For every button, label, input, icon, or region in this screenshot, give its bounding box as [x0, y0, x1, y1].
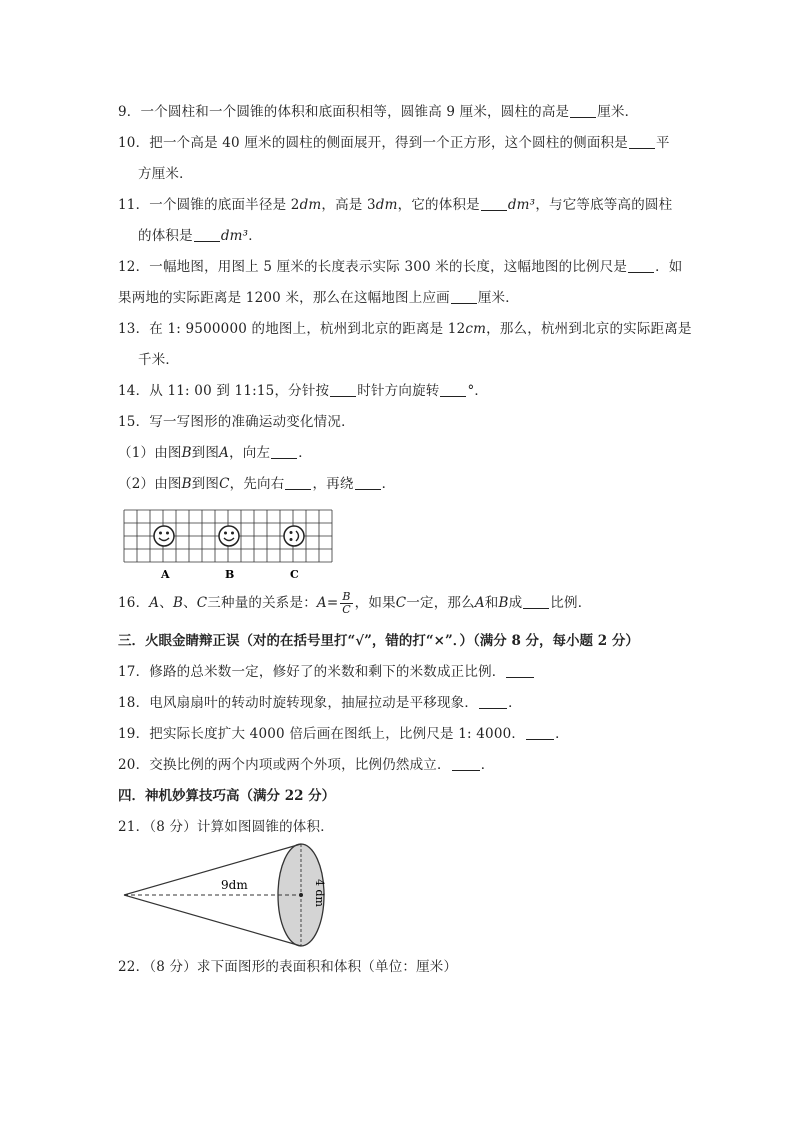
answer-blank[interactable] [271, 444, 297, 459]
section-3-heading: 三．火眼金睛辩正误（对的在括号里打“√”，错的打“×”．）（满分 8 分，每小题 2 分） [118, 633, 639, 649]
question-10: 10．把一个高是 40 厘米的圆柱的侧面展开，得到一个正方形，这个圆柱的侧面积是 平 方厘米． [118, 135, 670, 182]
cone-figure [118, 840, 333, 950]
answer-blank[interactable] [629, 134, 655, 149]
answer-blank[interactable] [570, 103, 596, 118]
question-12: 12．一幅地图，用图上 5 厘米的长度表示实际 300 米的长度，这幅地图的比例尺是 ．如 果两地的实际距离是 1200 米，那么在这幅地图上应画 厘米． [118, 259, 683, 306]
answer-blank[interactable] [526, 725, 554, 740]
answer-blank[interactable] [523, 594, 549, 609]
question-16: 16．A、B、C三种量的关系是：A= $\frac{B}{C}$ ，如果C一定，那么A和B成 比例． [118, 590, 592, 616]
question-22: 22．（8 分）求下面图形的表面积和体积（单位：厘米） [118, 959, 458, 975]
smiley-b [219, 526, 239, 546]
question-14: 14．从 11: 00 到 11:15，分针按 时针方向旋转 °． [118, 383, 489, 399]
answer-blank[interactable] [285, 475, 311, 490]
answer-blank[interactable] [355, 475, 381, 490]
answer-blank[interactable] [481, 196, 507, 211]
question-11: 11．一个圆锥的底面半径是 2dm，高是 3dm，它的体积是 dm³，与它等底等高的圆柱 的体积是 dm³． [118, 197, 673, 244]
answer-blank[interactable] [506, 663, 534, 678]
label-c: C [290, 568, 299, 581]
answer-blank[interactable] [628, 258, 654, 273]
smiley-a [154, 526, 174, 546]
question-15-part-1: （1）由图B到图A，向左 ． [118, 445, 312, 461]
question-15-part-2: （2）由图B到图C，先向右 ，再绕 ． [118, 476, 396, 492]
smiley-c [284, 526, 304, 546]
answer-blank[interactable] [194, 227, 220, 242]
grid-figure [122, 505, 338, 583]
question-18: 18．电风扇扇叶的转动时旋转现象，抽屉拉动是平移现象． ． [118, 695, 522, 711]
label-a: A [161, 568, 170, 581]
answer-blank[interactable] [479, 694, 507, 709]
question-19: 19．把实际长度扩大 4000 倍后画在图纸上，比例尺是 1: 4000． ． [118, 726, 569, 742]
question-9: 9．一个圆柱和一个圆锥的体积和底面积相等，圆锥高 9 厘米，圆柱的高是 厘米． [118, 104, 639, 120]
question-17: 17．修路的总米数一定，修好了的米数和剩下的米数成正比例． [118, 657, 678, 688]
diameter-label: 4 dm [313, 879, 326, 907]
question-15: 15．写一写图形的准确运动变化情况． [118, 414, 355, 430]
slant-label: 9dm [221, 878, 248, 892]
answer-blank[interactable] [440, 382, 466, 397]
question-20: 20．交换比例的两个内项或两个外项，比例仍然成立． ． [118, 757, 495, 773]
label-b: B [225, 568, 235, 581]
section-4-heading: 四．神机妙算技巧高（满分 22 分） [118, 788, 336, 804]
fraction-b-over-c: $\frac{B}{C}$ [342, 590, 351, 616]
answer-blank[interactable] [451, 289, 477, 304]
answer-blank[interactable] [330, 382, 356, 397]
question-21: 21．（8 分）计算如图圆锥的体积． [118, 819, 334, 835]
question-13: 13．在 1: 9500000 的地图上，杭州到北京的距离是 12cm，那么，杭州到北京的实际距离是 千米． [118, 321, 692, 368]
answer-blank[interactable] [452, 756, 480, 771]
